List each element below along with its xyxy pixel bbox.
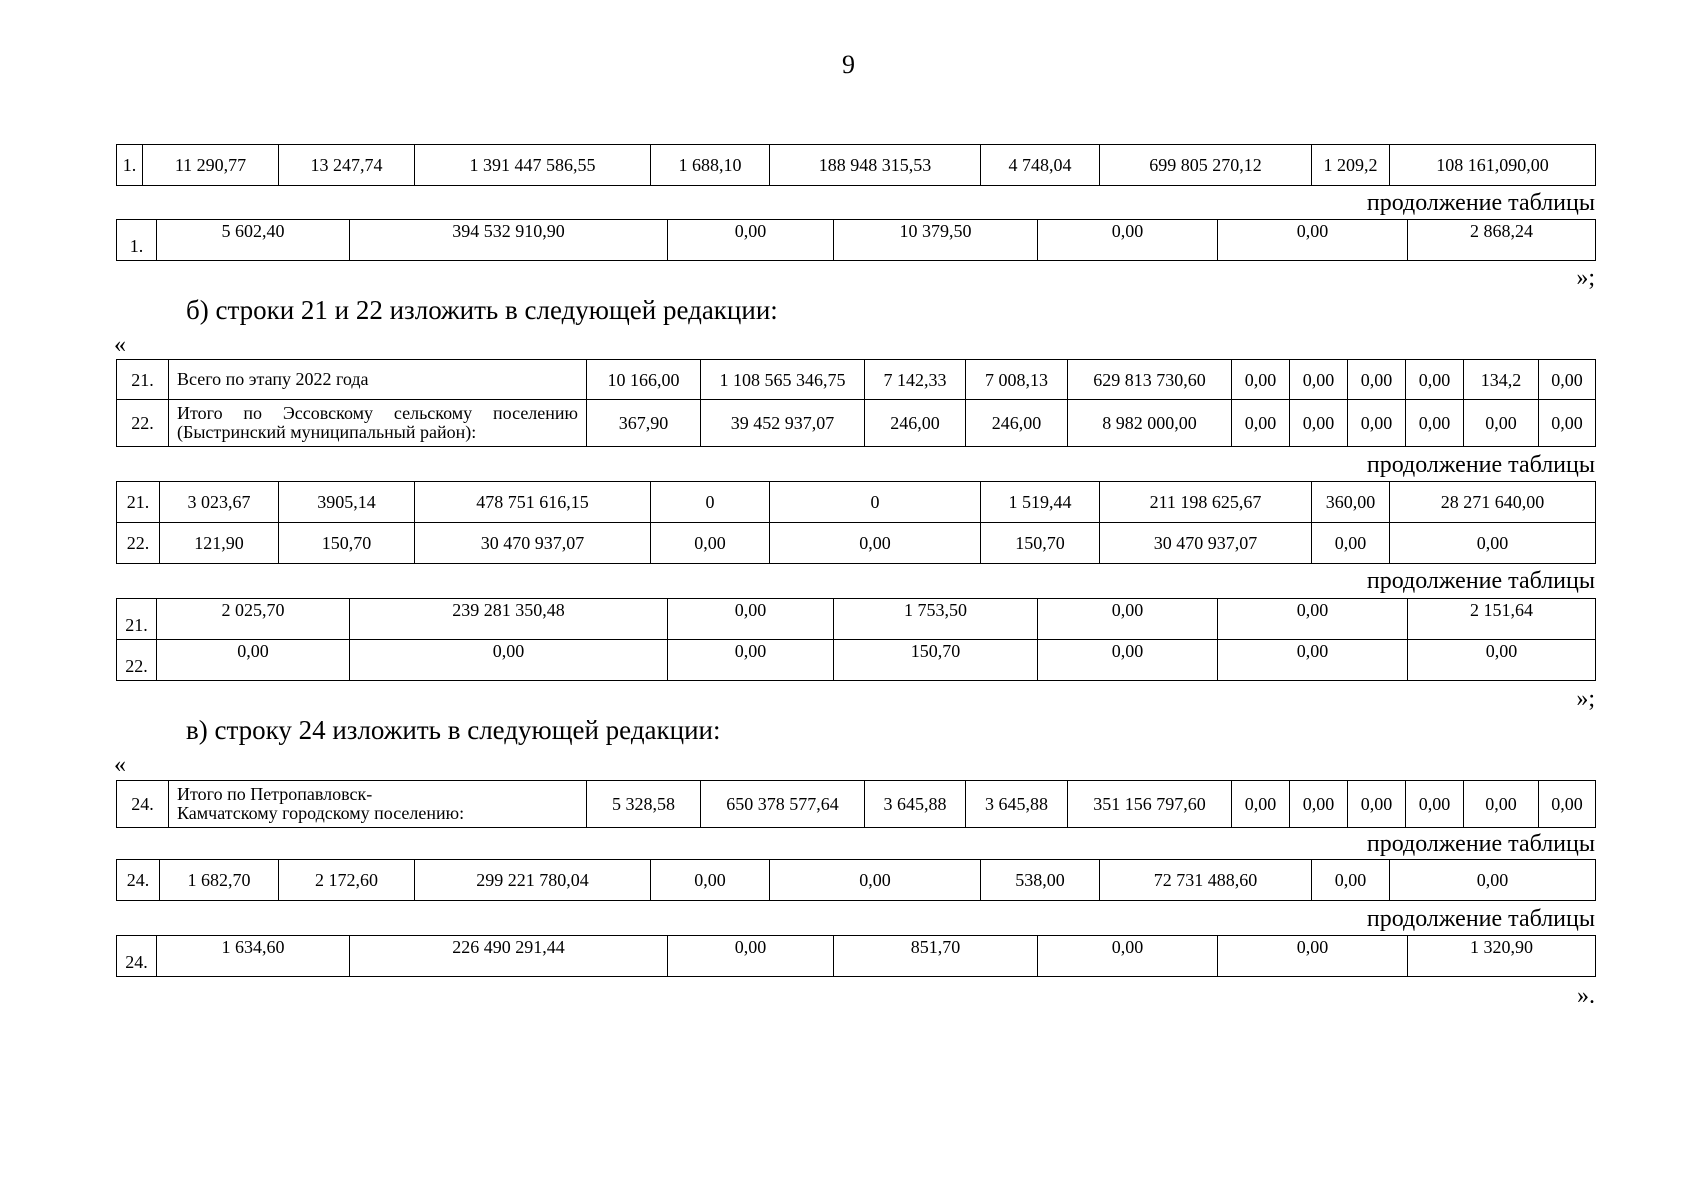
cell: 30 470 937,07 bbox=[415, 523, 651, 564]
cell: 0,00 bbox=[1038, 640, 1218, 681]
cell: 7 008,13 bbox=[966, 360, 1068, 400]
table-row bbox=[117, 145, 1596, 186]
cell: 0,00 bbox=[1312, 523, 1390, 564]
cell: 10 166,00 bbox=[587, 360, 701, 400]
cell: 239 281 350,48 bbox=[350, 599, 668, 640]
cell: 28 271 640,00 bbox=[1390, 482, 1596, 523]
cell: 0,00 bbox=[1232, 360, 1290, 400]
cell: 8 982 000,00 bbox=[1068, 400, 1232, 447]
cell: 2 151,64 bbox=[1408, 599, 1596, 640]
cell: 0,00 bbox=[1232, 781, 1290, 828]
cell: 4 748,04 bbox=[981, 145, 1100, 186]
instruction-c: в) строку 24 изложить в следующей редакции: bbox=[186, 715, 721, 745]
table-row bbox=[117, 400, 1596, 447]
cell: 134,2 bbox=[1464, 360, 1539, 400]
cell: 351 156 797,60 bbox=[1068, 781, 1232, 828]
table-row bbox=[117, 640, 1596, 681]
row-number: 24. bbox=[117, 781, 169, 828]
row-number: 21. bbox=[117, 482, 160, 523]
cell: 478 751 616,15 bbox=[415, 482, 651, 523]
cell: 1 209,2 bbox=[1312, 145, 1390, 186]
row-number: 21. bbox=[117, 360, 169, 400]
continuation-label: продолжение таблицы bbox=[1366, 452, 1595, 478]
cell: 39 452 937,07 bbox=[701, 400, 865, 447]
cell: 0,00 bbox=[1232, 400, 1290, 447]
cell: 0,00 bbox=[1312, 860, 1390, 901]
cell: 0,00 bbox=[1348, 400, 1406, 447]
table-row bbox=[117, 599, 1596, 640]
cell: 1 519,44 bbox=[981, 482, 1100, 523]
closing-quote: ». bbox=[1577, 983, 1595, 1009]
table-row-24-part-2 bbox=[116, 859, 1596, 901]
table-row bbox=[117, 523, 1596, 564]
cell: 650 378 577,64 bbox=[701, 781, 865, 828]
cell: 0,00 bbox=[1464, 400, 1539, 447]
cell: 0,00 bbox=[1290, 400, 1348, 447]
cell: 367,90 bbox=[587, 400, 701, 447]
row-name: Итого по Петропавловск-Камчатскому городскому поселению: bbox=[169, 781, 587, 828]
cell: 0,00 bbox=[1038, 220, 1218, 261]
cell: 0,00 bbox=[770, 523, 981, 564]
cell: 0,00 bbox=[1390, 523, 1596, 564]
cell: 108 161,090,00 bbox=[1390, 145, 1596, 186]
cell: 0,00 bbox=[1218, 220, 1408, 261]
closing-quote: »; bbox=[1576, 686, 1595, 712]
cell: 0,00 bbox=[1539, 400, 1596, 447]
cell: 5 328,58 bbox=[587, 781, 701, 828]
table-row-1-part-1 bbox=[116, 144, 1596, 186]
table-row bbox=[117, 482, 1596, 523]
cell: 7 142,33 bbox=[865, 360, 966, 400]
cell: 3 645,88 bbox=[865, 781, 966, 828]
cell: 2 868,24 bbox=[1408, 220, 1596, 261]
cell: 3905,14 bbox=[279, 482, 415, 523]
table-row bbox=[117, 220, 1596, 261]
cell: 1 688,10 bbox=[651, 145, 770, 186]
table-row bbox=[117, 936, 1596, 977]
cell: 2 025,70 bbox=[157, 599, 350, 640]
cell: 0,00 bbox=[1038, 599, 1218, 640]
row-number: 22. bbox=[117, 400, 169, 447]
closing-quote: »; bbox=[1576, 265, 1595, 291]
cell: 538,00 bbox=[981, 860, 1100, 901]
cell: 699 805 270,12 bbox=[1100, 145, 1312, 186]
cell: 0,00 bbox=[1348, 360, 1406, 400]
opening-quote: « bbox=[114, 332, 126, 358]
cell: 188 948 315,53 bbox=[770, 145, 981, 186]
cell: 1 753,50 bbox=[834, 599, 1038, 640]
row-number: 24. bbox=[117, 860, 160, 901]
cell: 226 490 291,44 bbox=[350, 936, 668, 977]
cell: 72 731 488,60 bbox=[1100, 860, 1312, 901]
table-rows-21-22-part-3 bbox=[116, 598, 1596, 681]
cell: 0,00 bbox=[1406, 781, 1464, 828]
cell: 0,00 bbox=[1406, 400, 1464, 447]
table-row-24-part-3 bbox=[116, 935, 1596, 977]
cell: 0,00 bbox=[651, 523, 770, 564]
page-number: 9 bbox=[842, 50, 855, 79]
cell: 394 532 910,90 bbox=[350, 220, 668, 261]
row-number: 22. bbox=[117, 640, 157, 681]
cell: 11 290,77 bbox=[143, 145, 279, 186]
row-number: 1. bbox=[117, 220, 157, 261]
instruction-b: б) строки 21 и 22 изложить в следующей редакции: bbox=[186, 295, 778, 325]
cell: 0,00 bbox=[1348, 781, 1406, 828]
cell: 0,00 bbox=[770, 860, 981, 901]
table-rows-21-22-part-2 bbox=[116, 481, 1596, 564]
cell: 0,00 bbox=[1464, 781, 1539, 828]
cell: 3 023,67 bbox=[160, 482, 279, 523]
cell: 1 108 565 346,75 bbox=[701, 360, 865, 400]
continuation-label: продолжение таблицы bbox=[1366, 831, 1595, 857]
table-row-1-part-2 bbox=[116, 219, 1596, 261]
cell: 246,00 bbox=[865, 400, 966, 447]
cell: 851,70 bbox=[834, 936, 1038, 977]
cell: 5 602,40 bbox=[157, 220, 350, 261]
cell: 13 247,74 bbox=[279, 145, 415, 186]
cell: 150,70 bbox=[279, 523, 415, 564]
cell: 0,00 bbox=[1539, 781, 1596, 828]
cell: 1 391 447 586,55 bbox=[415, 145, 651, 186]
cell: 150,70 bbox=[834, 640, 1038, 681]
row-name: Всего по этапу 2022 года bbox=[169, 360, 587, 400]
cell: 0,00 bbox=[1290, 360, 1348, 400]
table-row bbox=[117, 860, 1596, 901]
cell: 0,00 bbox=[1408, 640, 1596, 681]
cell: 0,00 bbox=[350, 640, 668, 681]
cell: 211 198 625,67 bbox=[1100, 482, 1312, 523]
cell: 629 813 730,60 bbox=[1068, 360, 1232, 400]
cell: 30 470 937,07 bbox=[1100, 523, 1312, 564]
table-row bbox=[117, 781, 1596, 828]
continuation-label: продолжение таблицы bbox=[1366, 568, 1595, 594]
cell: 0,00 bbox=[1218, 640, 1408, 681]
cell: 299 221 780,04 bbox=[415, 860, 651, 901]
continuation-label: продолжение таблицы bbox=[1366, 190, 1595, 216]
row-number: 1. bbox=[117, 145, 143, 186]
cell: 0 bbox=[770, 482, 981, 523]
cell: 0,00 bbox=[1290, 781, 1348, 828]
cell: 0,00 bbox=[668, 599, 834, 640]
table-row bbox=[117, 360, 1596, 400]
cell: 10 379,50 bbox=[834, 220, 1038, 261]
cell: 1 320,90 bbox=[1408, 936, 1596, 977]
cell: 0,00 bbox=[1218, 599, 1408, 640]
cell: 0 bbox=[651, 482, 770, 523]
cell: 360,00 bbox=[1312, 482, 1390, 523]
continuation-label: продолжение таблицы bbox=[1366, 906, 1595, 932]
cell: 1 682,70 bbox=[160, 860, 279, 901]
cell: 0,00 bbox=[668, 936, 834, 977]
cell: 121,90 bbox=[160, 523, 279, 564]
row-number: 21. bbox=[117, 599, 157, 640]
opening-quote: « bbox=[114, 752, 126, 778]
cell: 0,00 bbox=[1390, 860, 1596, 901]
row-number: 22. bbox=[117, 523, 160, 564]
row-number: 24. bbox=[117, 936, 157, 977]
row-name: Итого по Эссовскому сельскому поселению (Быстринский муниципальный район): bbox=[169, 400, 587, 447]
cell: 1 634,60 bbox=[157, 936, 350, 977]
cell: 0,00 bbox=[668, 220, 834, 261]
cell: 3 645,88 bbox=[966, 781, 1068, 828]
cell: 0,00 bbox=[1218, 936, 1408, 977]
cell: 246,00 bbox=[966, 400, 1068, 447]
cell: 0,00 bbox=[1539, 360, 1596, 400]
cell: 0,00 bbox=[157, 640, 350, 681]
cell: 0,00 bbox=[1406, 360, 1464, 400]
cell: 0,00 bbox=[668, 640, 834, 681]
cell: 2 172,60 bbox=[279, 860, 415, 901]
cell: 0,00 bbox=[1038, 936, 1218, 977]
cell: 0,00 bbox=[651, 860, 770, 901]
cell: 150,70 bbox=[981, 523, 1100, 564]
table-rows-21-22-part-1 bbox=[116, 359, 1596, 447]
table-row-24-part-1 bbox=[116, 780, 1596, 828]
